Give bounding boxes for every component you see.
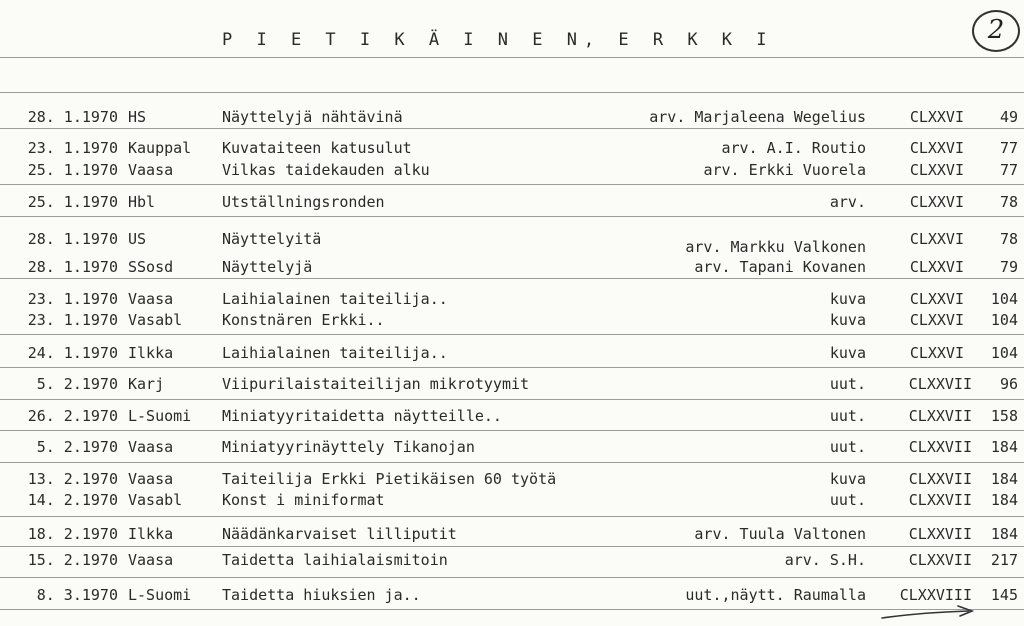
entry-page: 79 bbox=[999, 258, 1018, 276]
entry-date: 28. 1.1970 bbox=[27, 230, 118, 248]
entry-title: Näädänkarvaiset lilliputit bbox=[222, 525, 457, 543]
table-row bbox=[0, 288, 1024, 310]
entry-publication: L-Suomi bbox=[128, 407, 192, 425]
entry-publication: Vasabl bbox=[128, 311, 183, 329]
entry-volume: CLXXVI bbox=[909, 161, 964, 179]
table-row bbox=[0, 584, 1024, 606]
entry-date: 8. 3.1970 bbox=[36, 586, 118, 604]
entry-page: 96 bbox=[999, 375, 1018, 393]
table-row bbox=[0, 137, 1024, 159]
entry-title: Laihialainen taiteilija.. bbox=[222, 344, 448, 362]
entry-author: arv. Marjaleena Wegelius bbox=[649, 108, 866, 126]
entry-page: 78 bbox=[999, 193, 1018, 211]
entry-date: 23. 1.1970 bbox=[27, 311, 118, 329]
entry-author: uut. bbox=[829, 375, 866, 393]
row-divider bbox=[0, 577, 1024, 578]
entry-date: 26. 2.1970 bbox=[27, 407, 118, 425]
table-row bbox=[0, 309, 1024, 331]
entry-author: arv. Tapani Kovanen bbox=[694, 258, 866, 276]
entry-title: Taidetta hiuksien ja.. bbox=[222, 586, 421, 604]
entry-author: arv. Tuula Valtonen bbox=[694, 525, 866, 543]
entry-volume: CLXXVII bbox=[908, 375, 972, 393]
continue-arrow-icon bbox=[880, 604, 976, 624]
entry-volume: CLXXVI bbox=[909, 290, 964, 308]
entry-date: 15. 2.1970 bbox=[27, 551, 118, 569]
entry-publication: HS bbox=[128, 108, 147, 126]
entry-publication: Vasabl bbox=[128, 491, 183, 509]
entry-date: 23. 1.1970 bbox=[27, 290, 118, 308]
entry-page: 158 bbox=[990, 407, 1018, 425]
entry-title: Konstnären Erkki.. bbox=[222, 311, 385, 329]
entry-page: 184 bbox=[990, 491, 1018, 509]
row-divider bbox=[0, 367, 1024, 368]
row-divider bbox=[0, 462, 1024, 463]
entry-title: Taidetta laihialaismitoin bbox=[222, 551, 448, 569]
entry-author: uut.,näytt. Raumalla bbox=[685, 586, 866, 604]
card-header-line bbox=[0, 57, 1024, 58]
entry-page: 49 bbox=[999, 108, 1018, 126]
entry-date: 25. 1.1970 bbox=[27, 161, 118, 179]
entry-date: 18. 2.1970 bbox=[27, 525, 118, 543]
entry-author: uut. bbox=[829, 438, 866, 456]
entry-publication: Vaasa bbox=[128, 290, 174, 308]
entry-publication: Vaasa bbox=[128, 438, 174, 456]
table-row bbox=[0, 191, 1024, 213]
entry-date: 5. 2.1970 bbox=[36, 375, 118, 393]
row-divider bbox=[0, 184, 1024, 185]
entry-title: Viipurilaistaiteilijan mikrotyymit bbox=[222, 375, 530, 393]
entry-date: 23. 1.1970 bbox=[27, 139, 118, 157]
entry-title: Taiteilija Erkki Pietikäisen 60 työtä bbox=[222, 470, 557, 488]
entry-volume: CLXXVII bbox=[908, 491, 972, 509]
entry-title: Kuvataiteen katusulut bbox=[222, 139, 412, 157]
entry-title: Konst i miniformat bbox=[222, 491, 385, 509]
entry-publication: Vaasa bbox=[128, 161, 174, 179]
entry-page: 104 bbox=[990, 290, 1018, 308]
entry-page: 77 bbox=[999, 161, 1018, 179]
table-row bbox=[0, 405, 1024, 427]
entry-volume: CLXXVII bbox=[908, 551, 972, 569]
entry-publication: US bbox=[128, 230, 147, 248]
entry-date: 13. 2.1970 bbox=[27, 470, 118, 488]
table-row bbox=[0, 489, 1024, 511]
entry-title: Näyttelyjä bbox=[222, 258, 313, 276]
entry-author: uut. bbox=[829, 407, 866, 425]
entry-publication: Ilkka bbox=[128, 525, 174, 543]
row-divider bbox=[0, 609, 1024, 610]
entry-volume: CLXXVI bbox=[909, 139, 964, 157]
entry-author: uut. bbox=[829, 491, 866, 509]
row-divider bbox=[0, 334, 1024, 335]
page-number-badge: 2 bbox=[972, 10, 1020, 52]
entry-volume: CLXXVI bbox=[909, 344, 964, 362]
person-name-heading: P I E T I K Ä I N E N, E R K K I bbox=[222, 30, 774, 50]
entry-page: 184 bbox=[990, 470, 1018, 488]
entry-page: 145 bbox=[990, 586, 1018, 604]
entry-date: 25. 1.1970 bbox=[27, 193, 118, 211]
table-row bbox=[0, 256, 1024, 278]
entry-page: 184 bbox=[990, 525, 1018, 543]
entry-date: 14. 2.1970 bbox=[27, 491, 118, 509]
row-divider bbox=[0, 128, 1024, 129]
entry-author: arv. S.H. bbox=[784, 551, 866, 569]
entry-page: 104 bbox=[990, 311, 1018, 329]
row-divider bbox=[0, 516, 1024, 517]
entry-author: arv. Markku Valkonen bbox=[685, 238, 866, 256]
table-row bbox=[0, 342, 1024, 364]
entry-title: Näyttelyjä nähtävinä bbox=[222, 108, 403, 126]
entry-volume: CLXXVI bbox=[909, 193, 964, 211]
entry-author: kuva bbox=[829, 311, 866, 329]
row-divider bbox=[0, 216, 1024, 217]
entry-volume: CLXXVI bbox=[909, 258, 964, 276]
entry-page: 78 bbox=[999, 230, 1018, 248]
entry-volume: CLXXVIII bbox=[899, 586, 972, 604]
entry-author: kuva bbox=[829, 470, 866, 488]
row-divider bbox=[0, 399, 1024, 400]
table-row bbox=[0, 106, 1024, 128]
entry-publication: L-Suomi bbox=[128, 586, 192, 604]
entry-date: 24. 1.1970 bbox=[27, 344, 118, 362]
entry-date: 5. 2.1970 bbox=[36, 438, 118, 456]
entry-volume: CLXXVII bbox=[908, 470, 972, 488]
entry-author: arv. bbox=[829, 193, 866, 211]
entry-title: Utställningsronden bbox=[222, 193, 385, 211]
table-row bbox=[0, 549, 1024, 571]
row-divider bbox=[0, 278, 1024, 279]
entry-publication: Vaasa bbox=[128, 551, 174, 569]
entry-volume: CLXXVII bbox=[908, 438, 972, 456]
entry-title: Vilkas taidekauden alku bbox=[222, 161, 430, 179]
row-divider bbox=[0, 546, 1024, 547]
entry-publication: Karj bbox=[128, 375, 165, 393]
table-row bbox=[0, 373, 1024, 395]
entry-title: Miniatyyritaidetta näytteille.. bbox=[222, 407, 502, 425]
table-row bbox=[0, 436, 1024, 458]
entry-page: 217 bbox=[990, 551, 1018, 569]
entry-volume: CLXXVII bbox=[908, 407, 972, 425]
entry-title: Laihialainen taiteilija.. bbox=[222, 290, 448, 308]
entry-publication: Ilkka bbox=[128, 344, 174, 362]
entry-author: arv. A.I. Routio bbox=[721, 139, 866, 157]
entry-date: 28. 1.1970 bbox=[27, 108, 118, 126]
entry-title: Miniatyyrinäyttely Tikanojan bbox=[222, 438, 475, 456]
entry-page: 77 bbox=[999, 139, 1018, 157]
entry-publication: SSosd bbox=[128, 258, 174, 276]
entry-publication: Kauppal bbox=[128, 139, 192, 157]
entry-title: Näyttelyitä bbox=[222, 230, 322, 248]
row-divider bbox=[0, 430, 1024, 431]
entry-author: arv. Erkki Vuorela bbox=[703, 161, 866, 179]
entry-page: 104 bbox=[990, 344, 1018, 362]
entry-volume: CLXXVI bbox=[909, 108, 964, 126]
entry-volume: CLXXVII bbox=[908, 525, 972, 543]
card-header-line-lower bbox=[0, 92, 1024, 93]
entry-volume: CLXXVI bbox=[909, 311, 964, 329]
entry-date: 28. 1.1970 bbox=[27, 258, 118, 276]
entry-volume: CLXXVI bbox=[909, 230, 964, 248]
entry-page: 184 bbox=[990, 438, 1018, 456]
table-row bbox=[0, 228, 1024, 256]
entry-publication: Hbl bbox=[128, 193, 156, 211]
table-row bbox=[0, 159, 1024, 181]
table-row bbox=[0, 523, 1024, 545]
entry-author: kuva bbox=[829, 290, 866, 308]
entry-author: kuva bbox=[829, 344, 866, 362]
entry-publication: Vaasa bbox=[128, 470, 174, 488]
table-row bbox=[0, 468, 1024, 490]
